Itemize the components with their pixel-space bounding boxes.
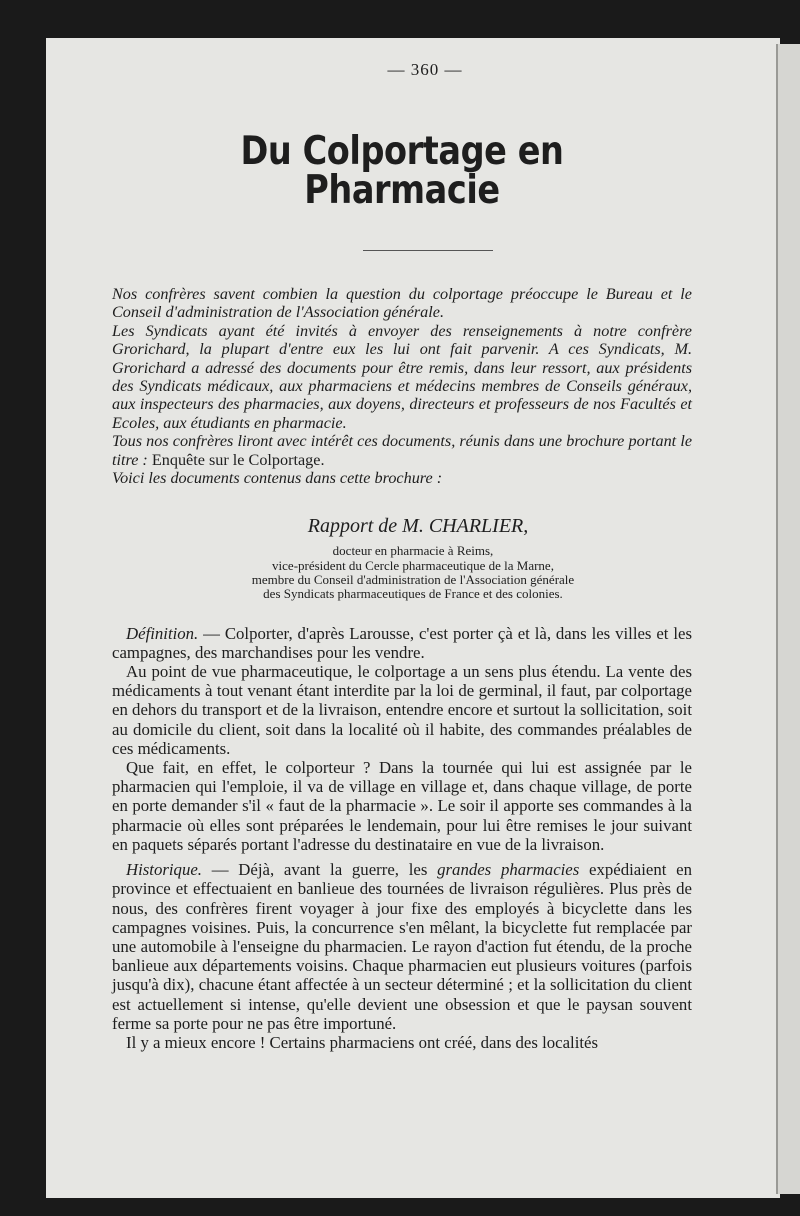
historique-paragraph: Historique. — Déjà, avant la guerre, les grandes pharmacies expédiaient en province et effectuaient en banlieue des tournées de livraison régulières. Plus près de nous, des confrères firent voyager à jour fixe des employés à bicyclette dans les campagnes voisines. Puis, la concurrence s'en mêlant, la bicyclette fut remplacée par une automobile à l'enseigne du pharmacien. Le rayon d'action fut étendu, de la proche banlieue aux départements voisins. Chaque pharmacien eut plusieurs voitures (parfois jusqu'à dix), chacune étant affectée à un secteur déterminé ; et la sollicitation du client est actuellement si intense, qu'elle devient une obsession et que le paysan souvent ferme sa porte pour ne pas être importuné. (112, 860, 692, 1033)
page-number: — 360 — (387, 60, 463, 79)
intro-paragraph: Nos confrères savent combien la question du colportage préoccupe le Bureau et le Conseil d'administration de l'Association générale. (112, 285, 692, 322)
body-paragraph: Que fait, en effet, le colporteur ? Dans la tournée qui lui est assignée par le pharmacien qui l'emploie, il va de village en village et, dans chaque village, de porte en porte demander s'il « faut de la pharmacie ». Le soir il apporte ses commandes à la pharmacie où elles sont préparées le lendemain, pour lui être remises le jour suivant en paquets séparés portant l'adresse du destinataire en vue de la livraison. (112, 758, 692, 854)
credential-line: membre du Conseil d'administration de l'Association générale (251, 572, 575, 588)
credential-line: docteur en pharmacie à Reims, (332, 543, 494, 559)
report-author-credentials (112, 544, 692, 601)
page-content (112, 60, 692, 1052)
article-title: Du Colportage en Pharmacie (240, 129, 564, 213)
title-divider (363, 250, 493, 251)
intro-block (112, 285, 692, 487)
next-page-edge (776, 44, 800, 1194)
intro-paragraph: Tous nos confrères liront avec intérêt ces documents, réunis dans une brochure portant le titre : Enquête sur le Colportage. (112, 432, 692, 469)
report-body (112, 624, 692, 1052)
report-title: Rapport de M. CHARLIER, (307, 515, 529, 538)
section-label-definition: Définition. (126, 623, 199, 643)
section-label-historique: Historique. (126, 860, 202, 880)
definition-paragraph: Définition. — Colporter, d'après Larousse, c'est porter çà et là, dans les villes et les campagnes, des marchandises pour les vendre. (112, 623, 692, 662)
body-paragraph: Au point de vue pharmaceutique, le colportage a un sens plus étendu. La vente des médicaments à tout venant étant interdite par la loi de germinal, il faut, par colportage en dehors du transport et de la livraison, entendre encore et surtout la sollicitation, soit au domicile du client, soit dans la localité où il habite, des commandes préalables de ces médicaments. (112, 662, 692, 758)
body-paragraph: Il y a mieux encore ! Certains pharmaciens ont créé, dans des localités (126, 1032, 599, 1052)
credential-line: des Syndicats pharmaceutiques de France et des colonies. (263, 586, 563, 602)
intro-paragraph: Les Syndicats ayant été invités à envoyer des renseignements à notre confrère Grorichard, la plupart d'entre eux les lui ont fait parvenir. A ces Syndicats, M. Grorichard a adressé des documents pour être remis, dans leur ressort, aux présidents des Syndicats médicaux, aux pharmaciens et médecins membres de Conseils généraux, aux inspecteurs des pharmacies, aux doyens, directeurs et professeurs de nos Facultés et Ecoles, aux étudiants en pharmacie. (112, 321, 692, 432)
brochure-title: Enquête sur le Colportage. (151, 450, 325, 469)
intro-paragraph: Voici les documents contenus dans cette brochure : (112, 469, 443, 488)
credential-line: vice-président du Cercle pharmaceutique de la Marne, (272, 557, 554, 573)
